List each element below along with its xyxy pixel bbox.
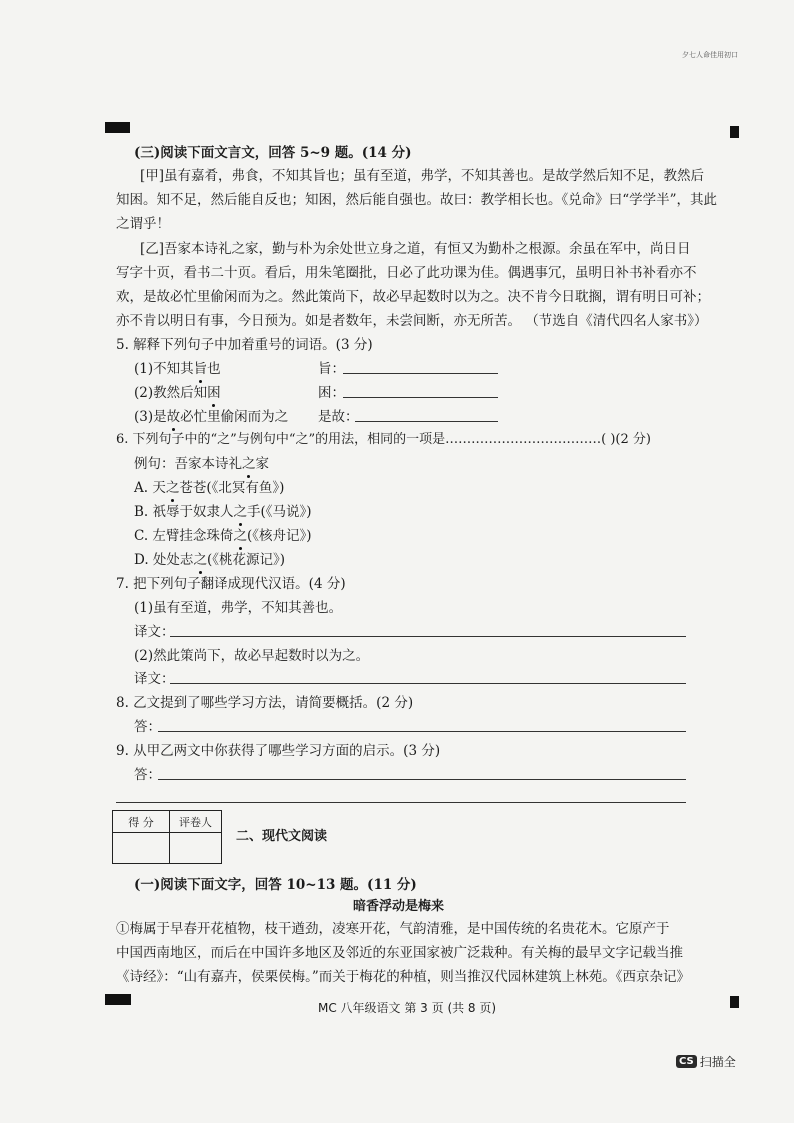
q7-translation-label-2: 译文： [134,671,175,687]
answer-line[interactable] [158,731,686,732]
article-line: 《诗经》：“山有嘉卉，侯栗侯梅。”而关于梅花的种植，则当推汉代园林建筑上林苑。《西京杂记》 [116,969,691,985]
answer-line[interactable] [170,636,686,637]
registration-mark-bottom-left [105,994,131,1005]
article-line: 中国西南地区，而后在中国许多地区及邻近的东亚国家被广泛栽种。有关梅的最早文字记载当推 [116,945,683,961]
section-heading: (三)阅读下面文言文，回答 5~9 题。(14 分) [134,145,412,161]
score-cell[interactable] [113,833,170,864]
option-text: A. 天 [134,480,166,496]
option-text: (《桃花源记》) [206,552,285,568]
q6-example-text: 家 [255,456,269,472]
passage-jia-line: [甲]虽有嘉肴，弗食，不知其旨也；虽有至道，弗学，不知其善也。是故学然后知不足，教然后 [140,168,705,184]
q5-item-text: (2)教然后知 [134,385,208,401]
q8-answer-label: 答： [134,719,161,735]
article-line: ①梅属于早春开花植物，枝干遒劲，凌寒开花，气韵清雅，是中国传统的名贵花木。它原产于 [116,921,670,937]
emphasized-word: 之 [193,552,207,568]
cs-logo-icon: CS [676,1055,697,1068]
option-text: 苍苍(《北冥有鱼》) [179,480,285,496]
q6-example-text: 例句：吾家本诗礼 [134,456,242,472]
passage-yi-line: [乙]吾家本诗礼之家，勤与朴为余处世立身之道，有恒又为勤朴之根源。余虽在军中，尚日日 [140,241,691,257]
passage-jia-line: 之谓乎！ [116,216,170,232]
q5-label-2: 困： [318,385,345,401]
grader-header: 评卷人 [170,811,222,833]
emphasized-word: 之 [242,456,256,472]
passage-yi-line: 欢，是故必忙里偷闲而为之。然此策尚下，故必早起数时以为之。决不肯今日耽搁，谓有明日可补； [116,289,710,305]
passage-jia-line: 知困。知不足，然后能自反也；知困，然后能自强也。故曰：教学相长也。《兑命》曰“学学半”，其此 [116,192,718,208]
option-text: 手(《马说》) [247,504,312,520]
registration-mark-top-left [105,122,130,133]
question-9-stem: 9. 从甲乙两文中你获得了哪些学习方面的启示。(3 分) [116,743,441,759]
option-text: B. 祇辱于奴隶人 [134,504,234,520]
answer-line[interactable] [355,421,498,422]
answer-line[interactable] [343,397,498,398]
option-text: D. 处处志 [134,552,194,568]
emphasized-word: 之 [165,480,180,496]
q5-item-text: 必忙里偷闲而为之 [180,409,289,425]
article-title: 暗香浮动是梅来 [353,899,445,914]
q5-item-1 [134,360,221,378]
question-6-stem: 6. 下列句子中的“之”与例句中“之”的用法，相同的一项是………………………………( )(2 分) [116,432,651,447]
question-5-stem: 5. 解释下列句子中加着重号的词语。(3 分) [116,337,373,353]
scanner-label: 扫描全 [699,1055,736,1069]
answer-line[interactable] [116,802,686,803]
q6-option-b[interactable] [134,503,312,521]
answer-line[interactable] [170,683,686,684]
q6-option-c[interactable] [134,527,311,545]
q5-item-text: (3)是 [134,409,167,425]
q5-item-text: 也 [207,361,221,377]
corner-header-text: 夕七人命佳用初口 [682,51,738,59]
q7-translation-label-1: 译文： [134,624,175,640]
q5-item-2 [134,384,221,402]
q6-option-a[interactable] [134,479,284,497]
answer-line[interactable] [343,373,498,374]
q7-sentence-1: (1)虽有至道，弗学，不知其善也。 [134,600,343,616]
option-text: (《核舟记》) [246,528,312,544]
q5-item-text: (1)不知其 [134,361,194,377]
question-7-stem: 7. 把下列句子翻译成现代汉语。(4 分) [116,576,346,592]
reading-heading: (一)阅读下面文字，回答 10~13 题。(11 分) [134,877,417,893]
q9-answer-label: 答： [134,767,161,783]
emphasized-word: 旨 [193,361,208,377]
registration-mark-top-right [730,126,739,138]
emphasized-word: 之 [233,528,247,544]
registration-mark-bottom-right [730,996,739,1008]
score-table [112,810,222,864]
grader-cell[interactable] [170,833,222,864]
passage-yi-line: 亦不肯以明日有事，今日预为。如是者数年，未尝间断，亦无所苦。 （节选自《清代四名人家书》） [116,313,708,329]
q6-option-d[interactable] [134,551,285,569]
q7-sentence-2: (2)然此策尚下，故必早起数时以为之。 [134,648,370,664]
part-2-title: 二、现代文阅读 [236,829,328,844]
answer-line[interactable] [158,779,686,780]
passage-yi-line: 写字十页，看书二十页。看后，用朱笔圈批，日必了此功课为佳。偶遇事冗，虽明日补书补看亦不 [116,265,697,281]
emphasized-word: 困 [207,385,221,401]
q5-label-1: 旨： [318,361,345,377]
question-8-stem: 8. 乙文提到了哪些学习方法，请简要概括。(2 分) [116,695,414,711]
emphasized-word: 故 [166,409,181,425]
q5-label-3: 是故： [318,409,359,425]
score-header: 得 分 [113,811,170,833]
page-footer: MC 八年级语文 第 3 页 (共 8 页) [318,1001,497,1015]
q5-item-3 [134,408,288,426]
q6-example [134,455,269,473]
option-text: C. 左臂挂念珠倚 [134,528,234,544]
emphasized-word: 之 [233,504,248,520]
scanner-watermark [676,1051,736,1070]
